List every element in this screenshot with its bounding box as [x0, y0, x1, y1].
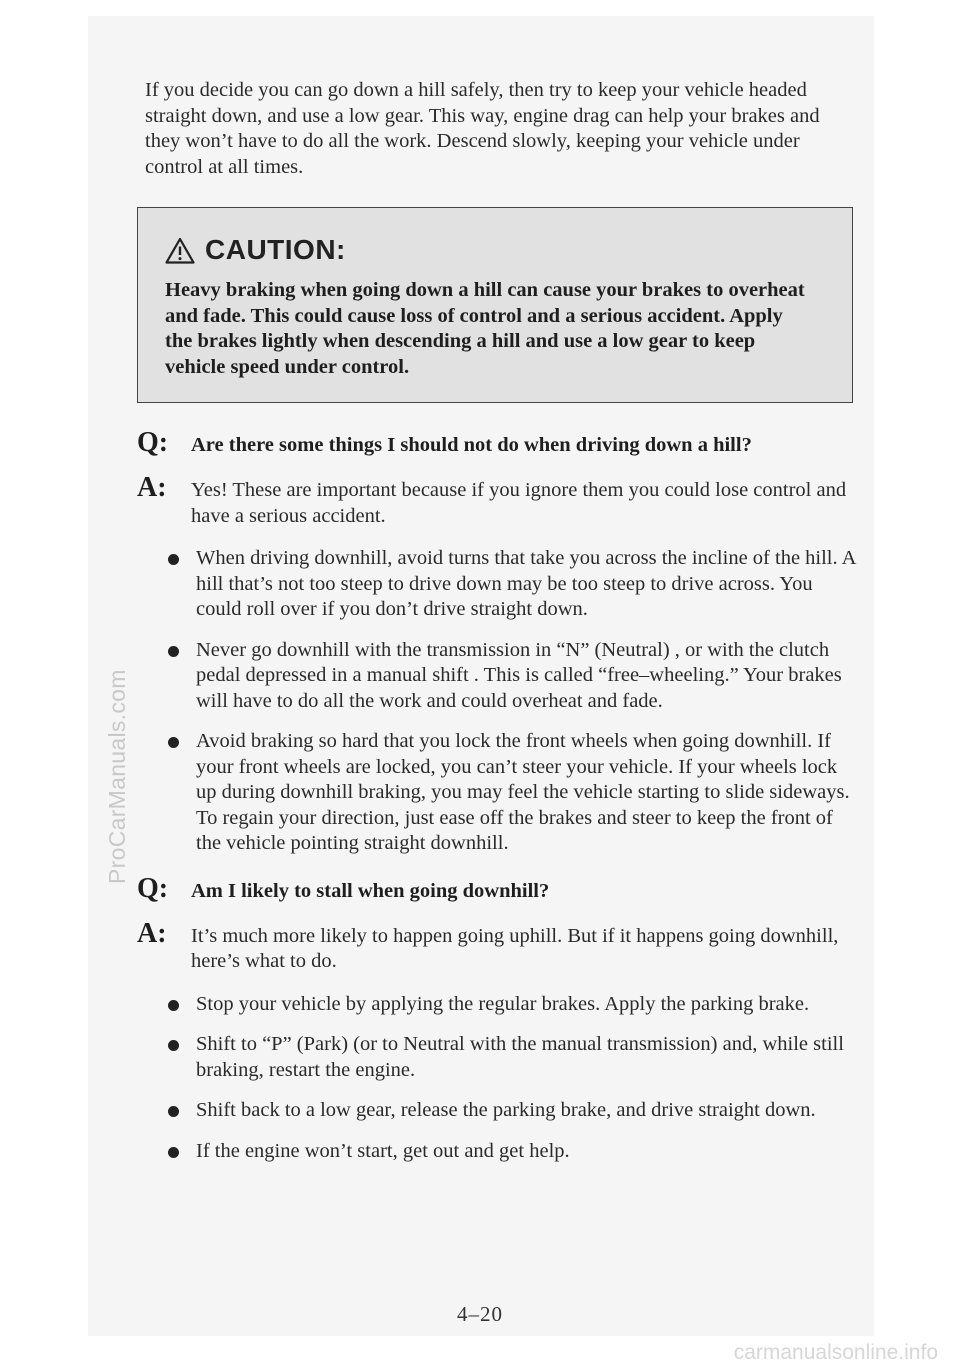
- bullet-icon: [168, 554, 179, 565]
- list-item: Avoid braking so hard that you lock the front wheels when going downhill. If your front wheels are locked, you can’t steer your vehicle. If your wheels lock up during downhill braking, you may feel the vehicle starting to slide sideways. To regain your direction, just ease off the brakes and steer to keep the front of the vehicle pointing straight downhill.: [145, 729, 860, 857]
- list-item: When driving downhill, avoid turns that take you across the incline of the hill. A hill that’s not too steep to drive down may be too steep to drive across. You could roll over if you don’t drive straight down.: [145, 546, 860, 623]
- caution-title: CAUTION:: [205, 234, 346, 265]
- answer-1: [137, 472, 860, 529]
- list-item: Shift to “P” (Park) (or to Neutral with the manual transmission) and, while still braking, restart the engine.: [145, 1032, 860, 1083]
- list-item: Shift back to a low gear, release the parking brake, and drive straight down.: [145, 1098, 860, 1124]
- question-1-text: Are there some things I should not do when driving down a hill?: [191, 434, 752, 456]
- caution-box: [137, 207, 853, 403]
- q-label: Q:: [137, 427, 169, 458]
- caution-text: Heavy braking when going down a hill can cause your brakes to overheat and fade. This could cause loss of control and a serious accident. Apply the brakes lightly when descending a hill and use a low gear to keep vehicle speed under control.: [165, 279, 805, 378]
- answer-2-text: It’s much more likely to happen going uphill. But if it happens going downhill, here’s what to do.: [191, 924, 839, 972]
- bullet-icon: [168, 737, 179, 748]
- list-item: Never go downhill with the transmission in “N” (Neutral) , or with the clutch pedal depressed in a manual shift . This is called “free–wheeling.” Your brakes will have to do all the work and could overheat and fade.: [145, 638, 860, 715]
- question-1: [137, 427, 860, 459]
- bullet-icon: [168, 646, 179, 657]
- page-number: 4–20: [457, 1302, 503, 1326]
- bullet-icon: [168, 1106, 179, 1117]
- list-item: If the engine won’t start, get out and get help.: [145, 1139, 860, 1165]
- bullet-icon: [168, 1040, 179, 1051]
- list-item: Stop your vehicle by applying the regular brakes. Apply the parking brake.: [145, 992, 860, 1018]
- answer-2: [137, 917, 860, 975]
- answer-1-text: Yes! These are important because if you ignore them you could lose control and have a serious accident.: [191, 479, 847, 527]
- caution-header: [165, 234, 807, 266]
- bullet-icon: [168, 1000, 179, 1011]
- question-2-text: Am I likely to stall when going downhill?: [191, 879, 550, 902]
- a-label: A:: [137, 917, 167, 949]
- answer-1-list: [145, 546, 860, 857]
- intro-paragraph: If you decide you can go down a hill safely, then try to keep your vehicle headed straight down, and use a low gear. This way, engine drag can help your brakes and they won’t have to do all the work. Descend slowly, keeping your vehicle under control at all times.: [145, 79, 820, 178]
- page-content: [137, 78, 860, 1164]
- bullet-icon: [168, 1147, 179, 1158]
- answer-2-list: [145, 992, 860, 1165]
- question-2: [137, 872, 860, 905]
- side-watermark: ProCarManuals.com: [104, 669, 130, 884]
- a-label: A:: [137, 472, 167, 503]
- footer-watermark: carmanualsonline.info: [733, 1341, 938, 1364]
- warning-triangle-icon: [165, 237, 195, 264]
- q-label: Q:: [137, 872, 169, 904]
